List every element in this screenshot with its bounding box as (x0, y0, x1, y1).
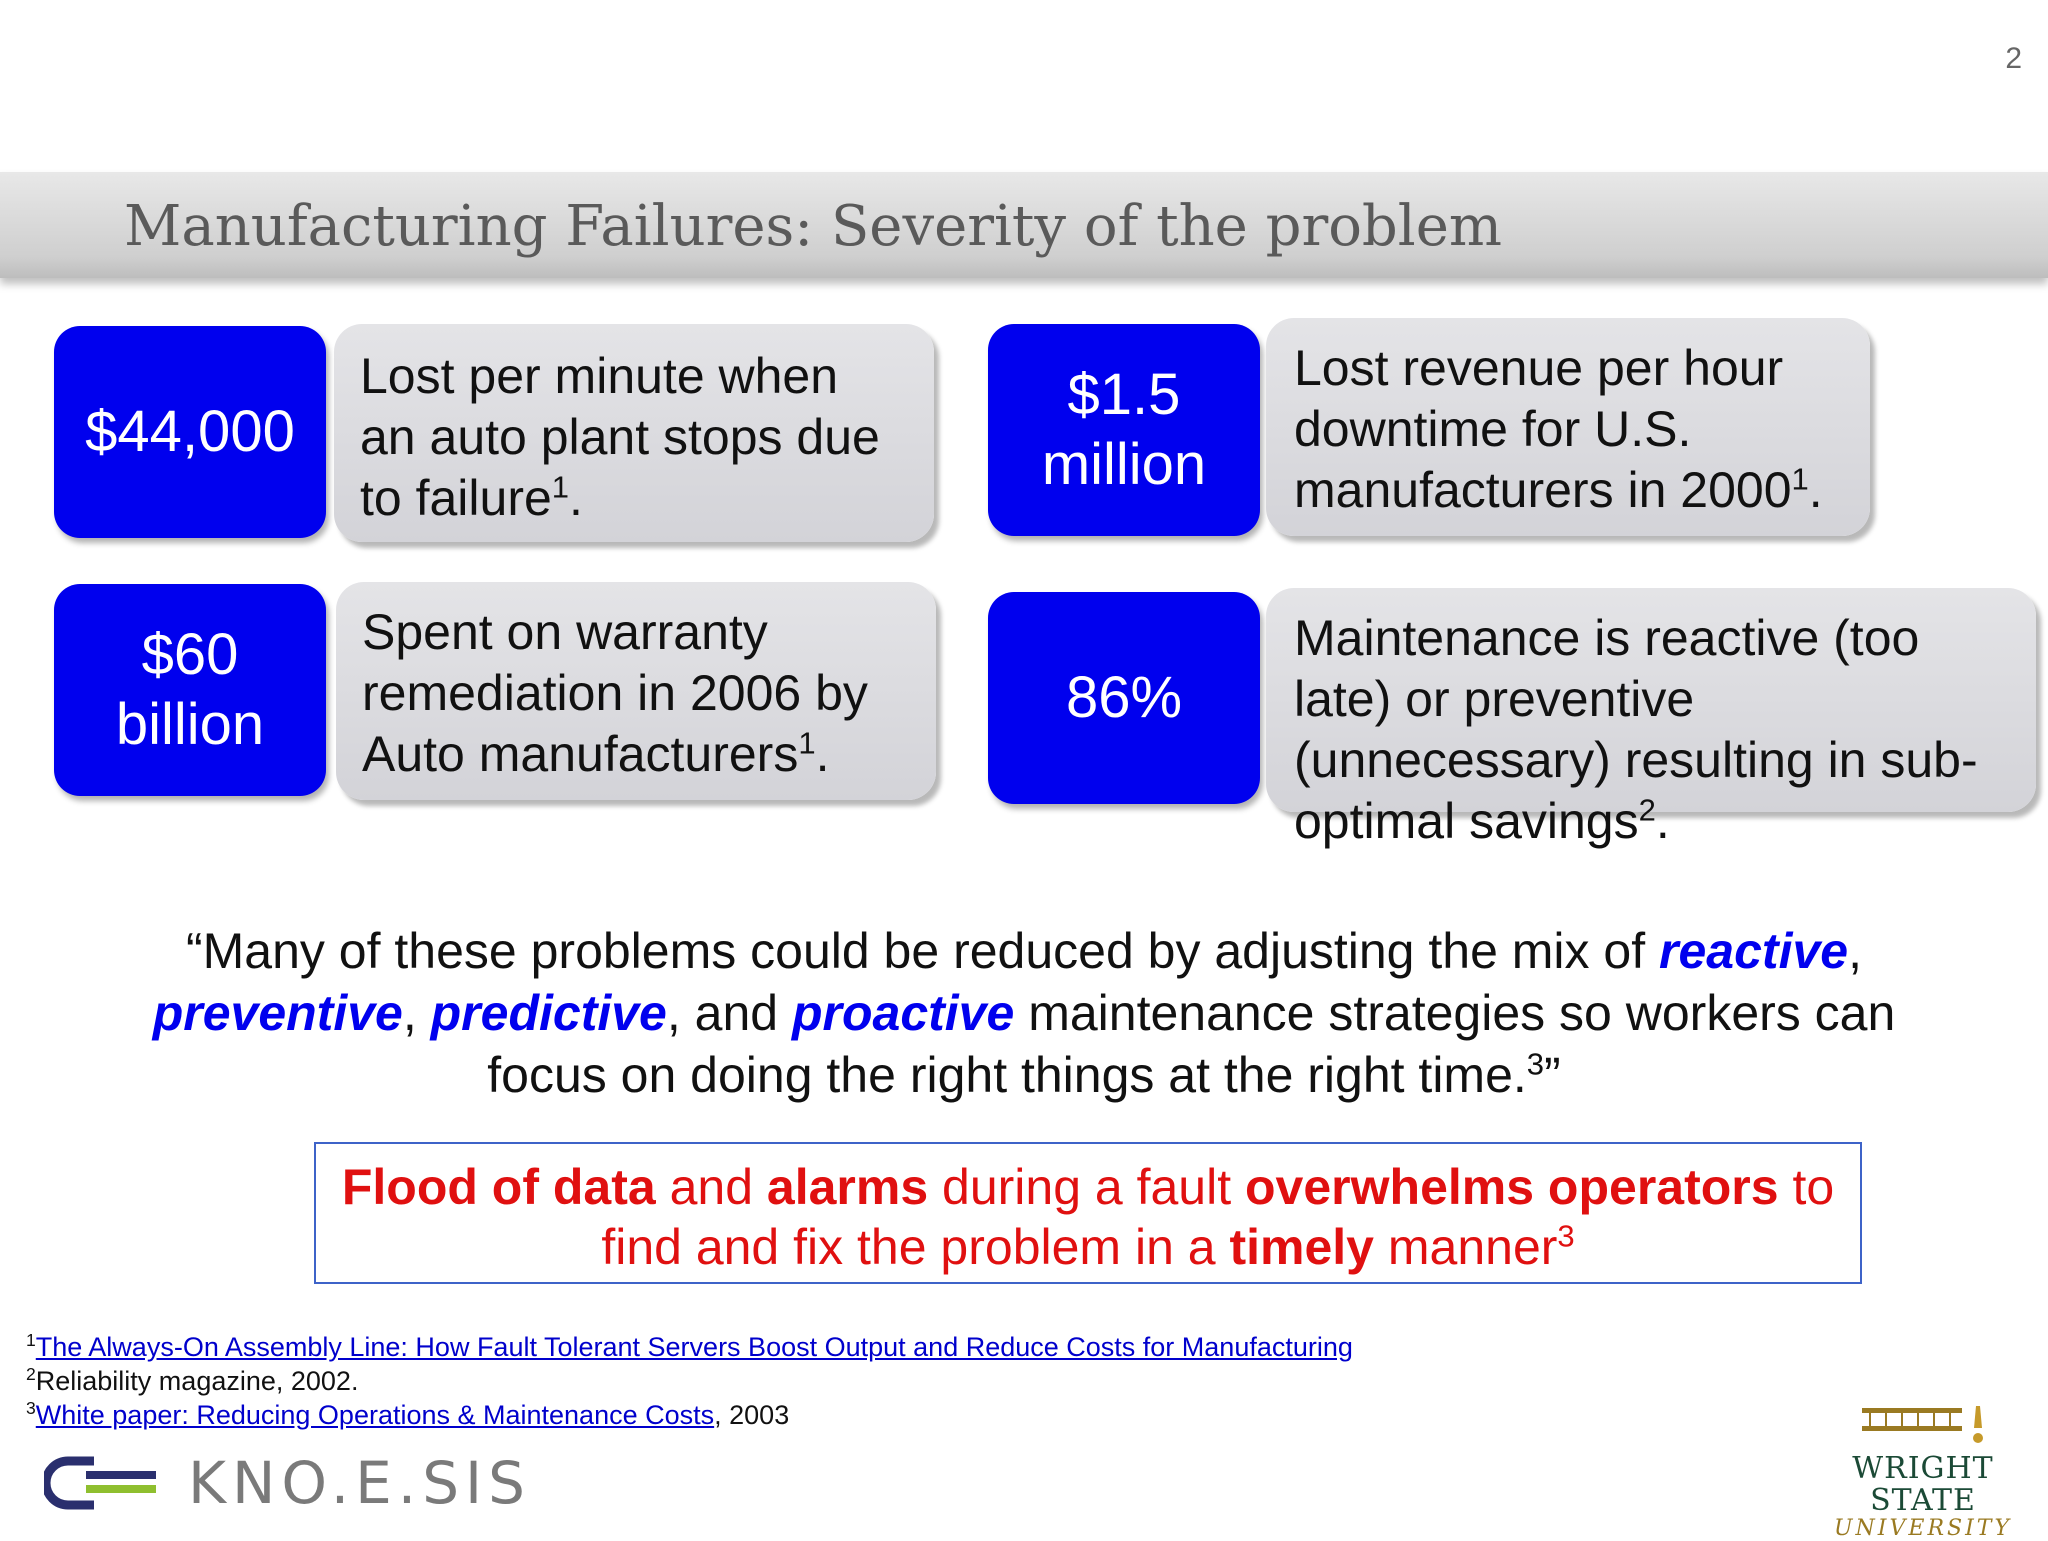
quote-term: preventive (152, 985, 403, 1041)
knoesis-logo-text: KNO.E.SIS (188, 1449, 531, 1517)
quote-text: focus on doing the right things at the right time. (487, 1047, 1527, 1103)
stat-desc-60-billion: Spent on warranty remediation in 2006 by Auto manufacturers$^1$. (336, 582, 936, 800)
footnotes (26, 1330, 1353, 1432)
quote-text: , (1848, 923, 1862, 979)
stat-box-60-billion (54, 584, 326, 796)
stat-value-line: $60 (141, 622, 239, 688)
footnote-ref: 2 (1638, 792, 1656, 828)
footnote-3-text: , 2003 (714, 1400, 790, 1430)
quote-term: predictive (430, 985, 667, 1041)
desc-line: (unnecessary) resulting in sub- (1294, 732, 1978, 788)
stat-desc-1-5-million: Lost revenue per hour downtime for U.S. manufacturers in 2000$^1$. (1266, 318, 1870, 536)
desc-line: to failure (360, 470, 552, 526)
footnote-number: 1 (26, 1330, 36, 1350)
footnote-ref: 1 (1791, 461, 1809, 497)
knoesis-logo (44, 1448, 531, 1518)
stat-value-line: billion (115, 692, 265, 757)
alert-strong: alarms (766, 1159, 929, 1215)
stat-box-1-5-million (988, 324, 1260, 536)
quote-text: , and (666, 985, 792, 1041)
quote-close: ” (1544, 1047, 1561, 1103)
page-number: 2 (2005, 42, 2022, 75)
stat-value-line: $44,000 (85, 399, 295, 465)
desc-line: optimal savings (1294, 793, 1639, 849)
quote-text: maintenance strategies so workers can (1014, 985, 1896, 1041)
desc-line: manufacturers in 2000 (1294, 462, 1792, 518)
footnote-ref: 3 (1526, 1046, 1545, 1082)
biplane-icon (1858, 1398, 1988, 1448)
alert-box (314, 1142, 1862, 1284)
alert-text: and (655, 1159, 767, 1215)
footnote-number: 3 (26, 1398, 36, 1418)
stat-box-86-percent (988, 592, 1260, 804)
wright-state-university: UNIVERSITY (1834, 1516, 2012, 1541)
desc-line: Lost revenue per hour (1294, 340, 1784, 396)
stat-box-44000 (54, 326, 326, 538)
quote-term: proactive (791, 985, 1015, 1041)
footnote-1 (26, 1330, 1353, 1364)
stat-desc-44000: Lost per minute when an auto plant stops due to failure$^1$. (334, 324, 934, 542)
knoesis-logo-icon (44, 1455, 162, 1511)
desc-line: Auto manufacturers (362, 726, 799, 782)
footnote-1-link[interactable]: The Always-On Assembly Line: How Fault Tolerant Servers Boost Output and Reduce Costs for Manufacturing (35, 1332, 1353, 1362)
footnote-2-text: Reliability magazine, 2002. (35, 1366, 359, 1396)
alert-text: to (1778, 1159, 1835, 1215)
desc-line: late) or preventive (1294, 671, 1695, 727)
wright-state-logo (1810, 1398, 2036, 1541)
desc-line: remediation in 2006 by (362, 665, 868, 721)
stat-value-line: 86% (1065, 665, 1183, 731)
quote-block (80, 920, 1968, 1106)
footnote-ref: 3 (1557, 1218, 1575, 1254)
stat-value-line: $1.5 (1067, 362, 1181, 428)
alert-strong: overwhelms operators (1245, 1159, 1779, 1215)
footnote-number: 2 (26, 1364, 36, 1384)
quote-text: “Many of these problems could be reduced by adjusting the mix of (186, 923, 1660, 979)
footnote-ref: 1 (798, 725, 816, 761)
desc-line: Spent on warranty (362, 604, 768, 660)
footnote-3-link[interactable]: White paper: Reducing Operations & Maintenance Costs (35, 1400, 715, 1430)
wright-state-name: WRIGHT STATE (1852, 1451, 1994, 1518)
alert-text: manner (1373, 1219, 1558, 1275)
stat-desc-86-percent: Maintenance is reactive (too late) or preventive (unnecessary) resulting in sub- optimal savings$^2$. (1266, 588, 2036, 812)
alert-text: find and fix the problem in a (601, 1219, 1230, 1275)
stat-value-line: million (1041, 432, 1207, 497)
desc-line: an auto plant stops due (360, 409, 880, 465)
desc-line: Lost per minute when (360, 348, 839, 404)
alert-text: during a fault (928, 1159, 1246, 1215)
footnote-ref: 1 (551, 469, 570, 505)
quote-term: reactive (1659, 923, 1849, 979)
alert-strong: timely (1229, 1219, 1374, 1275)
title-bar (0, 172, 2048, 278)
slide-title: Manufacturing Failures: Severity of the problem (124, 194, 1502, 259)
alert-strong: Flood of data (341, 1159, 656, 1215)
quote-text: , (402, 985, 431, 1041)
footnote-2 (26, 1364, 1353, 1398)
desc-line: downtime for U.S. (1294, 401, 1692, 457)
desc-line: Maintenance is reactive (too (1294, 610, 1920, 666)
footnote-3 (26, 1398, 1353, 1432)
